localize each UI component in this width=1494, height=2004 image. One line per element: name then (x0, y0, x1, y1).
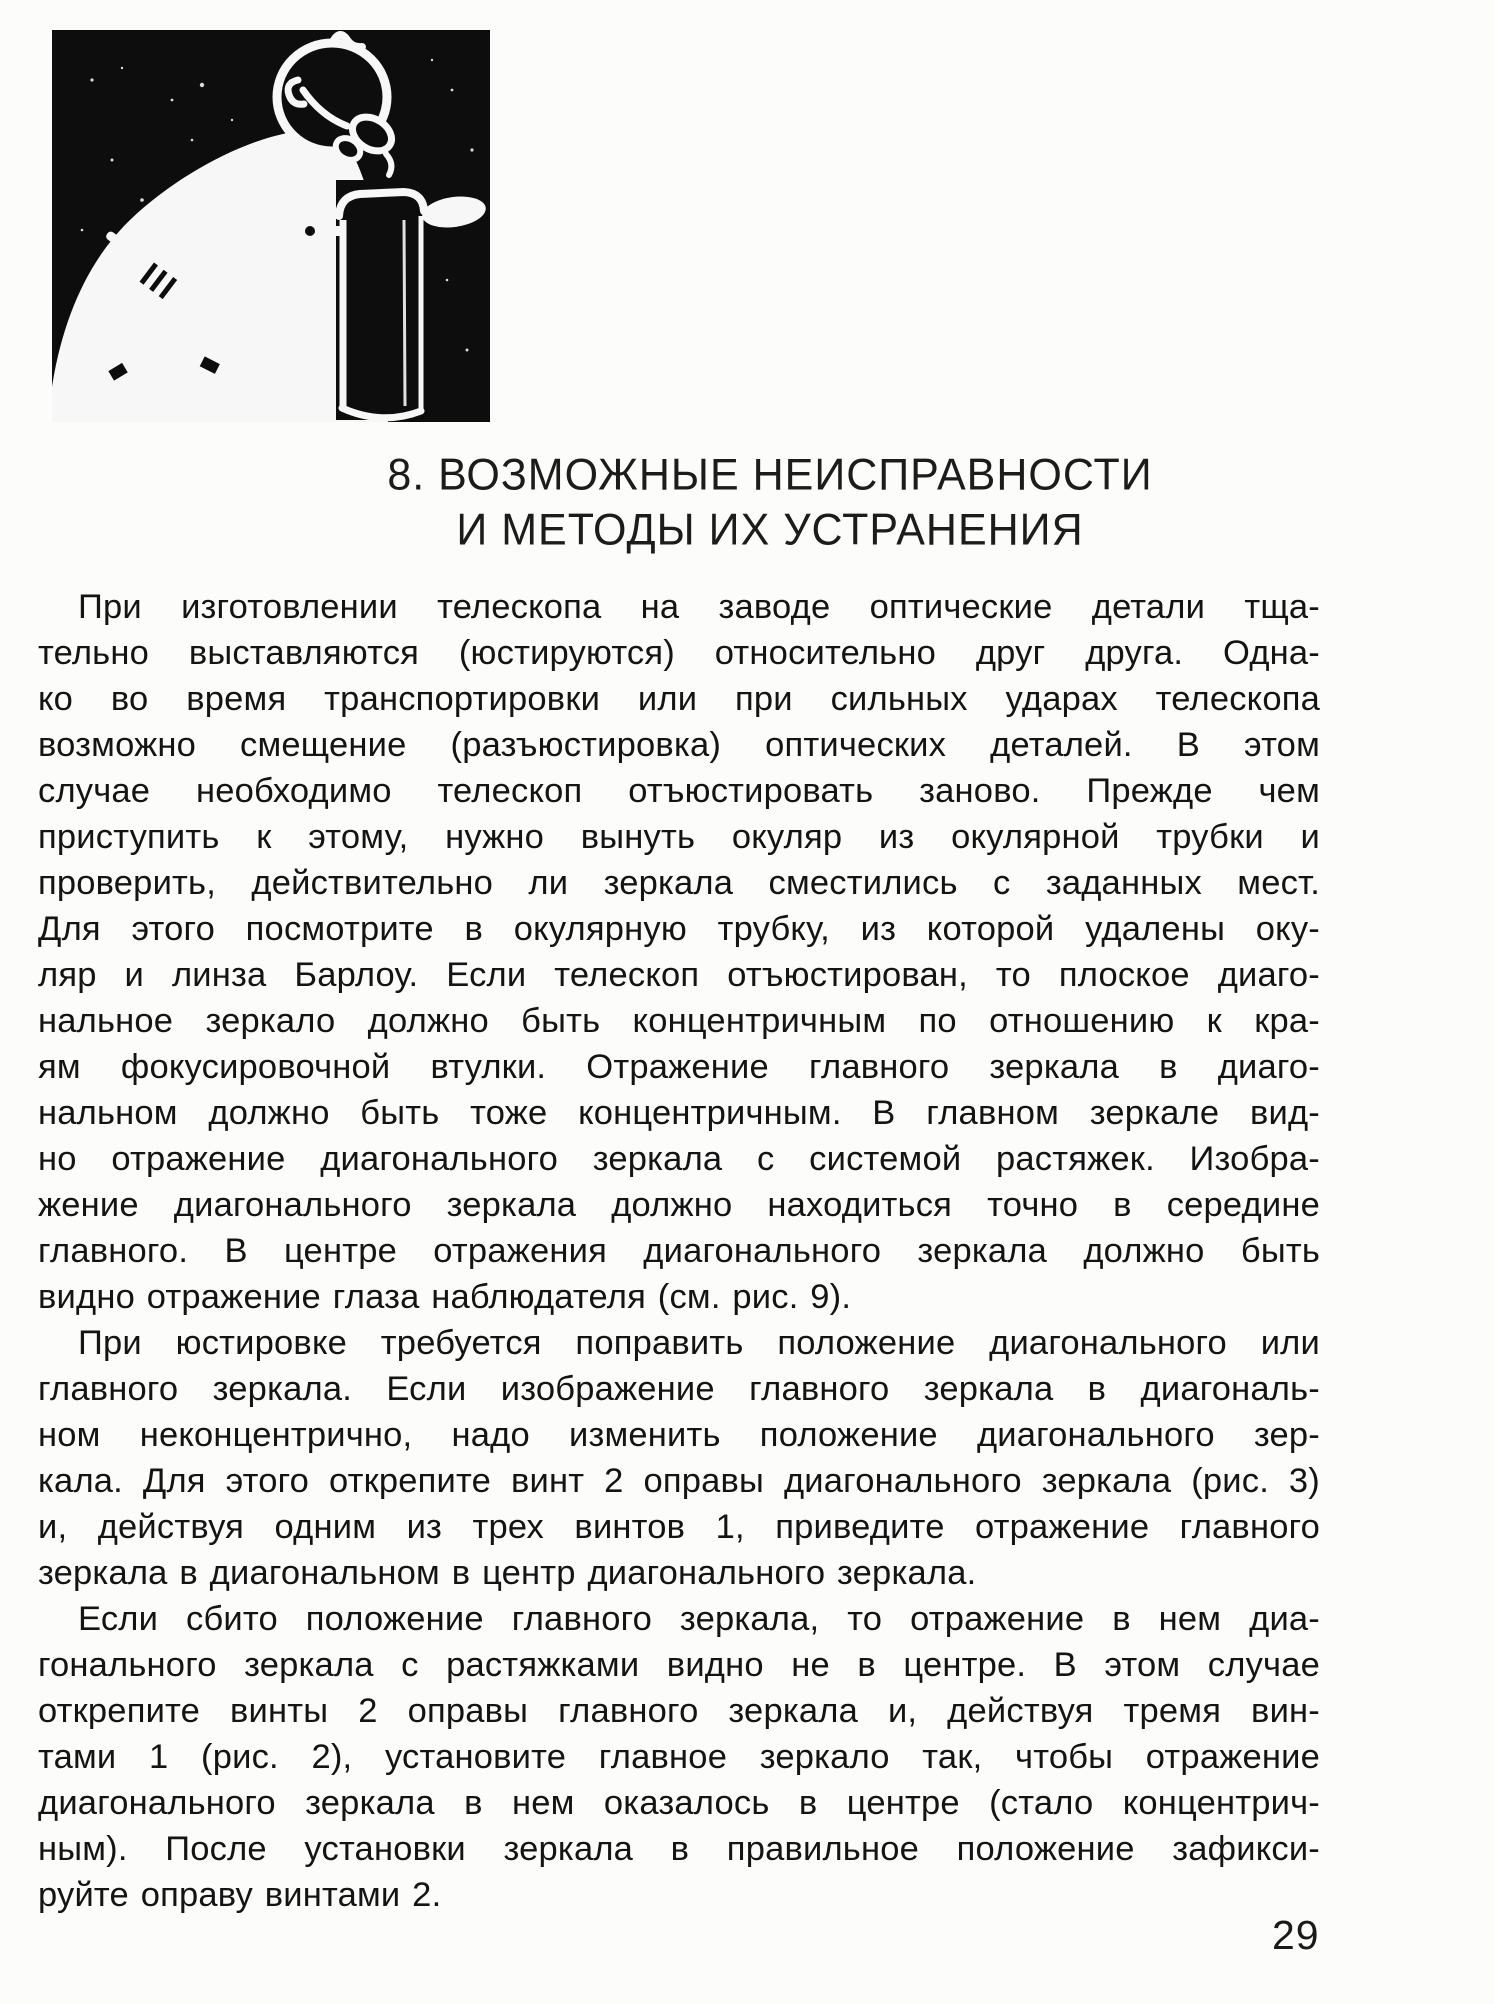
text-line: главного зеркала. Если изображение главного зеркала в диагональ- (38, 1370, 1320, 1408)
text-line: Для этого посмотрите в окулярную трубку, из которой удалены оку- (38, 910, 1320, 948)
text-line: проверить, действительно ли зеркала сместились с заданных мест. (38, 864, 1320, 902)
text-line: диагонального зеркала в нем оказалось в центре (стало концентрич- (38, 1784, 1320, 1822)
text-line: и, действуя одним из трех винтов 1, приведите отражение главного (38, 1508, 1320, 1546)
text-line: ляр и линза Барлоу. Если телескоп отъюстирован, то плоское диаго- (38, 956, 1320, 994)
body-text (38, 584, 1320, 1918)
text-line: При юстировке требуется поправить положение диагонального или (78, 1324, 1320, 1362)
text-line: нальное зеркало должно быть концентричным по отношению к кра- (38, 1002, 1320, 1040)
text-line: Если сбито положение главного зеркала, то отражение в нем диа- (78, 1600, 1320, 1638)
text-line: При изготовлении телескопа на заводе оптические детали тща- (78, 588, 1320, 626)
text-line: руйте оправу винтами 2. (38, 1876, 442, 1914)
text-line: возможно смещение (разъюстировка) оптических деталей. В этом (38, 726, 1320, 764)
text-line: главного. В центре отражения диагонального зеркала должно быть (38, 1232, 1320, 1270)
text-line: ном неконцентрично, надо изменить положение диагонального зер- (38, 1416, 1320, 1454)
text-line: но отражение диагонального зеркала с системой растяжек. Изобра- (38, 1140, 1320, 1178)
text-line: тами 1 (рис. 2), установите главное зеркало так, чтобы отражение (38, 1738, 1320, 1776)
text-line: жение диагонального зеркала должно находиться точно в середине (38, 1186, 1320, 1224)
text-line: гонального зеркала с растяжками видно не в центре. В этом случае (38, 1646, 1320, 1684)
text-line: ко во время транспортировки или при сильных ударах телескопа (38, 680, 1320, 718)
woodcut-image (52, 30, 490, 422)
section-heading (130, 448, 1410, 558)
text-line: зеркала в диагональном в центр диагонального зеркала. (38, 1554, 977, 1592)
text-line: приступить к этому, нужно вынуть окуляр из окулярной трубки и (38, 818, 1320, 856)
text-line: видно отражение глаза наблюдателя (см. рис. 9). (38, 1278, 852, 1316)
text-line: ным). После установки зеркала в правильное положение зафикси- (38, 1830, 1320, 1868)
text-line: кала. Для этого открепите винт 2 оправы диагонального зеркала (рис. 3) (38, 1462, 1320, 1500)
text-line: нальном должно быть тоже концентричным. В главном зеркале вид- (38, 1094, 1320, 1132)
text-line: тельно выставляются (юстируются) относительно друг друга. Одна- (38, 634, 1320, 672)
text-line: открепите винты 2 оправы главного зеркала и, действуя тремя вин- (38, 1692, 1320, 1730)
section-heading-line1: 8. ВОЗМОЖНЫЕ НЕИСПРАВНОСТИ (387, 450, 1153, 500)
section-heading-line2: И МЕТОДЫ ИХ УСТРАНЕНИЯ (456, 505, 1084, 556)
text-line: ям фокусировочной втулки. Отражение главного зеркала в диаго- (38, 1048, 1320, 1086)
text-line: случае необходимо телескоп отъюстировать заново. Прежде чем (38, 772, 1320, 810)
telescope-maintenance-illustration (52, 30, 490, 422)
page-number: 29 (1272, 1912, 1320, 1958)
